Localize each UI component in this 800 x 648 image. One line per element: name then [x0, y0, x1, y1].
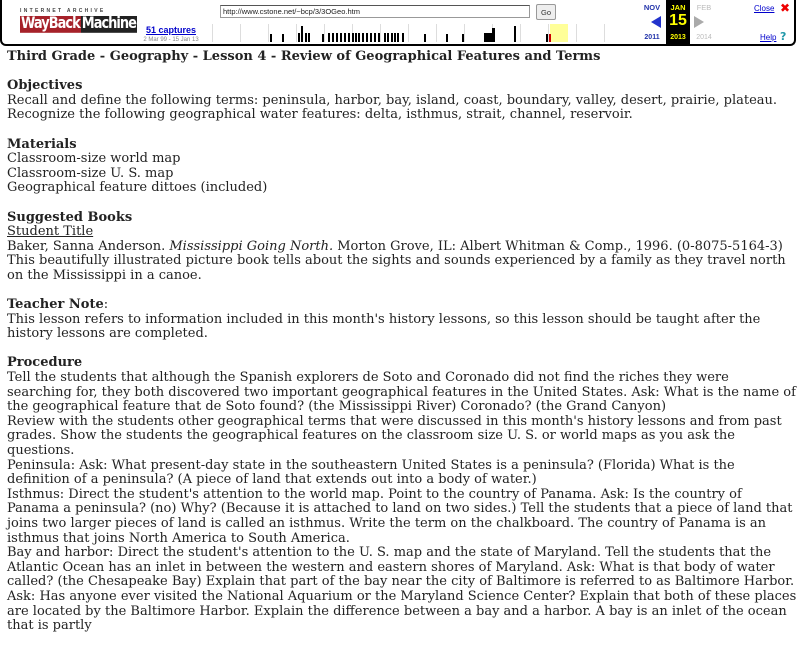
book-description: This beautifully illustrated picture book tells about the sights and sounds experienced by a family as they travel north on the Mississippi in a canoe.: [7, 253, 786, 283]
material-item: Geographical feature dittoes (included): [7, 180, 268, 196]
book-author: Baker, Sanna Anderson.: [7, 238, 170, 254]
current-day: 15: [669, 12, 687, 29]
objective-line: Recognize the following geographical water features: delta, isthmus, strait, channel, reservoir.: [7, 107, 633, 123]
captures-range: 2 Mar 99 - 15 Jan 13: [143, 37, 199, 43]
logo-wayback: WayBack: [21, 14, 80, 33]
teacher-note-heading-text: Teacher Note: [7, 297, 104, 313]
teacher-note-colon: :: [103, 297, 109, 313]
current-capture: [666, 0, 690, 44]
next-capture: [690, 0, 718, 44]
prev-capture[interactable]: [638, 0, 666, 44]
student-title-subheading: Student Title: [7, 224, 94, 240]
help-link[interactable]: Help: [760, 33, 777, 42]
book-title: Mississippi Going North.: [169, 238, 334, 254]
procedure-heading: Procedure: [7, 355, 83, 371]
objectives-section: [7, 79, 797, 123]
materials-section: [7, 138, 797, 196]
suggested-books-section: [7, 211, 797, 284]
objective-line: Recall and define the following terms: peninsula, harbor, bay, island, coast, boundary, valley, desert, prairie, plateau.: [7, 92, 778, 108]
material-item: Classroom-size world map: [7, 151, 181, 167]
next-month: FEB: [696, 3, 712, 12]
book-publisher: Morton Grove, IL: Albert Whitman & Comp., 1996. (0-8075-5164-3): [333, 238, 783, 254]
suggested-books-heading: Suggested Books: [7, 209, 133, 225]
next-year: 2014: [696, 34, 712, 41]
material-item: Classroom-size U. S. map: [7, 165, 174, 181]
prev-month: NOV: [643, 3, 661, 12]
teacher-note-heading: [7, 298, 797, 313]
close-icon[interactable]: ✖: [780, 1, 791, 15]
procedure-paragraph: Tell the students that although the Spanish explorers de Soto and Coronado did not find the riches they were searching for, they both discovered two important geographical features in the United States. Ask: What is the name of the geographical feature that de Soto found? (the Mississippi River) Coronado? (the Grand Canyon): [7, 370, 796, 415]
procedure-paragraph: Bay and harbor: Direct the student's attention to the U. S. map and the state of Maryland. Tell the students that the Atlantic Ocean has an inlet in between the western and eastern shores of Maryland. Ask: What is that body of water called? (the Chesapeake Bay) Explain that part of the bay near the city of Baltimore is referred to as Baltimore Harbor. Ask: Has anyone ever visited the National Aquarium or the Maryland Science Center? Explain that both of these places are located by the Baltimore Harbor. Explain the difference between a bay and a harbor. A bay is an inlet of the ocean that is partly: [7, 545, 797, 634]
lesson-document: [7, 50, 797, 648]
objectives-heading: Objectives: [7, 78, 83, 94]
prev-year: 2011: [644, 34, 660, 41]
captures-info: [132, 25, 210, 43]
procedure-section: [7, 356, 797, 633]
go-button[interactable]: Go: [536, 4, 556, 20]
wayback-toolbar: [0, 0, 796, 46]
wayback-logo[interactable]: [20, 8, 136, 33]
captures-link[interactable]: 51 captures: [145, 25, 197, 35]
capture-timeline[interactable]: [212, 24, 632, 42]
close-link[interactable]: Close: [754, 4, 775, 13]
book-citation: [7, 240, 797, 255]
current-year: 2013: [670, 34, 686, 41]
procedure-paragraph: Peninsula: Ask: What present-day state in the southeastern United States is a peninsula? (Florida) What is the definition of a peninsula? (A piece of land that extends out into a body of water.): [7, 457, 735, 488]
arrow-right-icon: [694, 16, 704, 28]
arrow-left-icon[interactable]: [651, 16, 661, 28]
procedure-paragraph: Review with the students other geographical terms that were discussed in this month's history lessons and from past grades. Show the students the geographical features on the classroom size U. S. or world maps as you ask the questions.: [7, 413, 782, 459]
procedure-paragraph: Isthmus: Direct the student's attention to the world map. Point to the country of Panama. Ask: Is the country of Panama a peninsula? (no) Why? (Because it is attached to land on two sides.) Tell the students that a piece of land that joins two larger pieces of land is called an isthmus. Write the term on the chalkboard. The country of Panama is an isthmus that joins North America to South America.: [7, 486, 793, 546]
url-input[interactable]: http://www.cstone.net/~bcp/3/3OGeo.htm: [220, 5, 530, 18]
materials-heading: Materials: [7, 136, 77, 152]
teacher-note-section: [7, 298, 797, 342]
logo-machine: Machine: [81, 14, 136, 33]
teacher-note-text: This lesson refers to information included in this month's history lessons, so this lesson should be taught after the history lessons are completed.: [7, 311, 761, 342]
help-icon[interactable]: ?: [780, 30, 787, 43]
current-month: JAN: [670, 3, 686, 12]
logo-top-text: INTERNET ARCHIVE: [20, 8, 106, 14]
page-title: Third Grade - Geography - Lesson 4 - Review of Geographical Features and Terms: [7, 49, 601, 64]
